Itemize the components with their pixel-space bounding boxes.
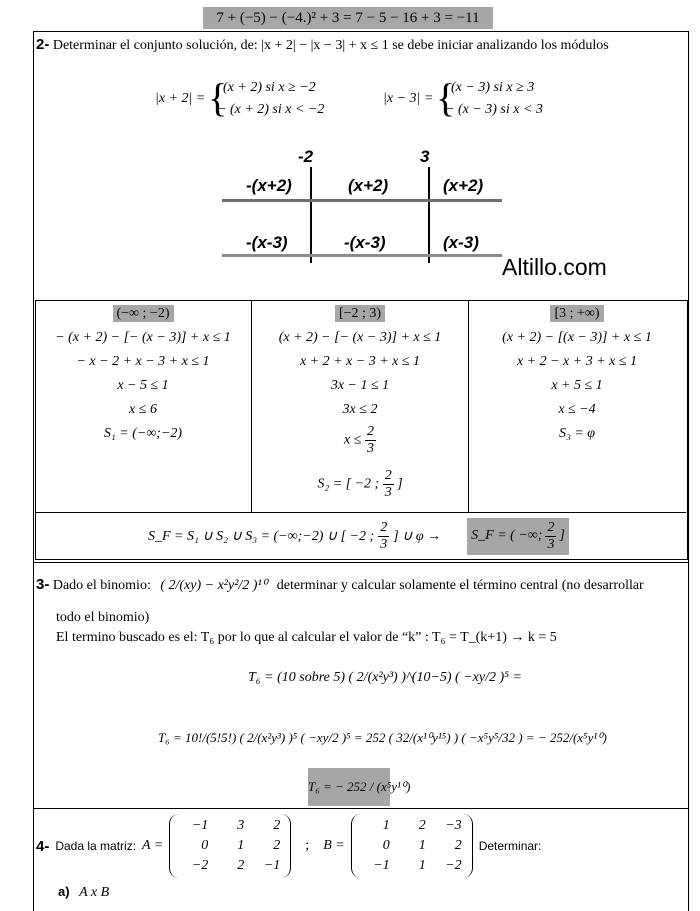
interval-3-line-2: x + 2 − x + 3 + x ≤ 1 xyxy=(516,354,638,369)
sign-row2-col1: -(x-3) xyxy=(246,233,288,252)
ex3-result: T₆ = − 252 / (x⁵y¹⁰) xyxy=(308,768,390,806)
interval-2-frac-den: 3 xyxy=(366,441,374,456)
mod2-case2: − (x − 3) si x < 3 xyxy=(445,102,543,117)
ex3-prompt-row xyxy=(36,576,644,594)
ex2-prompt: Determinar el conjunto solución, de: |x + 2| − |x − 3| + x ≤ 1 se debe iniciar analizando los módulos xyxy=(52,38,609,53)
matrix-b-cell: 1 xyxy=(418,838,426,853)
interval-1-line-3: x − 5 ≤ 1 xyxy=(117,378,169,393)
matrix-b-label: B = xyxy=(323,838,345,853)
matrix-a-cell: −2 xyxy=(191,858,209,873)
interval-2-line-1: (x + 2) − [− (x − 3)] + x ≤ 1 xyxy=(278,330,442,345)
divider-ex4 xyxy=(33,808,688,809)
interval-3-solution: S₃ = φ xyxy=(558,426,596,441)
interval-2-solution xyxy=(252,468,468,512)
sign-chart-vline-2 xyxy=(428,167,430,263)
sign-row1-col2: (x+2) xyxy=(348,176,389,195)
ex3-prompt-c: todo el binomio) xyxy=(56,610,150,625)
interval-table-final-divider xyxy=(35,512,686,513)
border-right xyxy=(688,31,689,911)
matrix-separator: ; xyxy=(305,838,310,853)
sign-row2-col2: -(x-3) xyxy=(344,233,386,252)
interval-2-sol-num: 2 xyxy=(384,468,392,483)
interval-2-line-2: x + 2 + x − 3 + x ≤ 1 xyxy=(299,354,421,369)
ex3-line2: El termino buscado es el: T₆ por lo que al calcular el valor de “k” : T₆ = T_(k+1) → k = 5 xyxy=(56,630,557,645)
interval-1-line-1: − (x + 2) − [− (x − 3)] + x ≤ 1 xyxy=(55,330,231,345)
matrix-b-cell: 0 xyxy=(382,838,390,853)
ex4-part-a xyxy=(58,884,109,901)
ex3-number: 3- xyxy=(36,576,50,593)
interval-2-sol-den: 3 xyxy=(384,485,392,500)
mod1-brace: { xyxy=(208,75,228,120)
matrix-b-cell: −1 xyxy=(373,858,390,873)
matrix-b-cell: 2 xyxy=(418,818,426,833)
interval-1-line-4: x ≤ 6 xyxy=(129,402,157,417)
sign-row1-col3: (x+2) xyxy=(443,176,484,195)
ex3-eq1: T₆ = (10 sobre 5) ( 2/(x²y³) )^(10−5) ( −xy/2 )⁵ = xyxy=(248,670,522,685)
ex4-prompt: Dada la matriz: xyxy=(55,839,137,853)
watermark-altillo: Altillo.com xyxy=(502,254,607,280)
border-left xyxy=(33,31,34,911)
ex4-number: 4- xyxy=(36,837,50,855)
ex4-determinar: Determinar: xyxy=(478,839,542,853)
ex2-prompt-row xyxy=(36,36,609,54)
interval-1-solution: S₁ = (−∞;−2) xyxy=(103,426,183,441)
matrix-b-cell: −3 xyxy=(445,818,462,833)
interval-1-header: (−∞ ; −2) xyxy=(113,305,174,322)
matrix-a-cell: 2 xyxy=(273,818,281,833)
final-answer xyxy=(467,518,569,555)
sign-chart-vline-1 xyxy=(310,167,312,263)
matrix-b-cell: 1 xyxy=(382,818,390,833)
final-solution-row xyxy=(148,516,569,556)
final-answer-den: 3 xyxy=(547,536,555,552)
matrix-a-cell: −1 xyxy=(263,858,281,873)
ex2-number: 2- xyxy=(36,36,50,53)
interval-2-sol-lhs: S₂ = [ −2 ; xyxy=(317,476,380,492)
sign-row1-line xyxy=(222,199,502,202)
interval-3-header: [3 ; +∞) xyxy=(550,305,603,322)
mod2-brace: { xyxy=(436,75,456,120)
final-frac-num: 2 xyxy=(380,519,388,535)
divider-top xyxy=(33,31,688,32)
matrix-a-cell: 2 xyxy=(237,858,245,873)
mod1-lhs: |x + 2| = xyxy=(155,91,206,106)
interval-col-1 xyxy=(36,302,250,446)
matrix-b-cell: 2 xyxy=(454,838,462,853)
ex4-part-a-text: A x B xyxy=(79,885,110,900)
matrix-a-cell: 3 xyxy=(237,818,245,833)
ex3-prompt-a: Dado el binomio: xyxy=(52,578,151,593)
matrix-a xyxy=(169,814,291,878)
ex4-row xyxy=(36,812,541,880)
mod2-case1: (x − 3) si x ≥ 3 xyxy=(451,80,535,95)
matrix-a-cell: 0 xyxy=(201,838,209,853)
matrix-b xyxy=(351,814,473,878)
interval-2-frac-lhs: x ≤ xyxy=(344,432,362,448)
ex3-prompt-b: determinar y calcular solamente el término central (no desarrollar xyxy=(276,578,644,593)
final-solution-text: S_F = S₁ ∪ S₂ ∪ S₃ = (−∞;−2) ∪ [ −2 ; xyxy=(148,528,375,544)
sign-row2-line xyxy=(222,254,502,257)
interval-col-2 xyxy=(252,302,468,512)
mod2-lhs: |x − 3| = xyxy=(383,91,434,106)
matrix-a-cell: 2 xyxy=(273,838,281,853)
interval-2-header: [−2 ; 3) xyxy=(335,305,385,322)
interval-2-frac-num: 2 xyxy=(366,424,374,439)
interval-2-line-3: 3x − 1 ≤ 1 xyxy=(330,378,390,393)
ex4-part-a-label: a) xyxy=(58,884,70,899)
matrix-b-cell: 1 xyxy=(418,858,426,873)
mod1-case2: − (x + 2) si x < −2 xyxy=(217,102,325,117)
critical-point-minus2: -2 xyxy=(298,147,314,166)
interval-3-line-4: x ≤ −4 xyxy=(558,402,596,417)
final-answer-lhs: S_F = ( −∞; xyxy=(471,528,543,543)
final-answer-num: 2 xyxy=(547,519,555,535)
interval-2-fraction-line xyxy=(252,422,468,468)
interval-col-3 xyxy=(469,302,685,446)
ex3-eq2: T₆ = 10!/(5!5!) ( 2/(x²y³) )⁵ ( −xy/2 )⁵ = 252 ( 32/(x¹⁰y¹⁵) ) ( −x⁵y⁵/32 ) = − 252/(x⁵y¹⁰) xyxy=(158,730,607,745)
critical-point-3: 3 xyxy=(420,147,430,166)
interval-1-line-2: − x − 2 + x − 3 + x ≤ 1 xyxy=(76,354,210,369)
top-equation: 7 + (−5) − (−4.)² + 3 = 7 − 5 − 16 + 3 = −11 xyxy=(203,7,493,29)
interval-2-sol-rhs: ] xyxy=(397,476,403,492)
final-frac-den: 3 xyxy=(380,536,388,552)
ex3-binomial: ( 2/(xy) − x²y²/2 )¹⁰ xyxy=(160,578,268,593)
matrix-b-cell: −2 xyxy=(445,858,462,873)
interval-3-line-1: (x + 2) − [(x − 3)] + x ≤ 1 xyxy=(502,330,652,345)
mod1-case1: (x + 2) si x ≥ −2 xyxy=(223,80,316,95)
matrix-a-cell: −1 xyxy=(191,818,209,833)
interval-3-line-3: x + 5 ≤ 1 xyxy=(551,378,603,393)
final-answer-rhs: ] xyxy=(559,528,565,543)
interval-2-line-4: 3x ≤ 2 xyxy=(342,402,378,417)
divider-ex3 xyxy=(33,562,688,563)
sign-row2-col3: (x-3) xyxy=(443,233,479,252)
sign-row1-col1: -(x+2) xyxy=(246,176,292,195)
matrix-a-label: A = xyxy=(142,838,164,853)
final-solution-tail: ] ∪ φ → xyxy=(393,528,442,544)
matrix-a-cell: 1 xyxy=(237,838,245,853)
